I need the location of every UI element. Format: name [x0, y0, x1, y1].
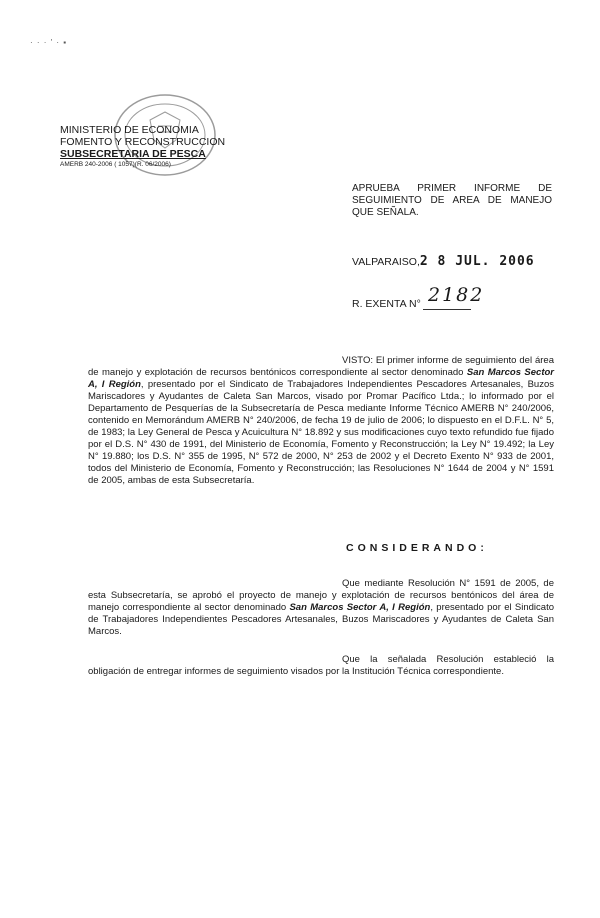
scan-artifact: · · · ' · ▪	[30, 38, 68, 47]
visto-text-2: , presentado por el Sindicato de Trabajadores Independientes Pescadores Artesanales, Buzos Mariscadores y Ayudantes de Caleta San Marcos, visado por Promar Pacífico Ltda.; lo informado por el Departamento de Pesquerías de la Subsecretaría de Pesca mediante Informe Técnico AMERB N° 240/2006, contenido en Memorándum AMERB N° 240/2006, de fecha 19 de julio de 2006; lo dispuesto en el D.F.L. N° 5, de 1983; la Ley General de Pesca y Acuicultura N° 18.892 y sus modificaciones cuyo texto refundido fue fijado por el D.S. N° 430 de 1991, del Ministerio de Economía, Fomento y Reconstrucción; la Ley N° 19.492; la Ley N° 19.880; los D.S. N° 355 de 1995, N° 572 de 2000, N° 253 de 2002 y el Decreto Exento N° 933 de 2001, todos del Ministerio de Economía, Fomento y Reconstrucción; las Resoluciones N° 1644 de 2004 y N° 1591 de 2005, ambas de esta Subsecretaría.	[88, 379, 554, 486]
visto-sector-name: San Marcos Sector A, I Región	[88, 367, 554, 390]
resolution-number: 2182	[428, 284, 485, 306]
reference-code: AMERB 240-2006 ( 1057)(R. 06/2006)	[60, 161, 171, 168]
considerando-1-sector-name: San Marcos Sector A, I Región	[289, 602, 431, 613]
subsecretaria-name: SUBSECRETARIA DE PESCA	[60, 148, 206, 160]
letterhead	[60, 124, 260, 169]
considerando-1-text-1: Que mediante Resolución N° 1591 de 2005, de esta Subsecretaría, se aprobó el proyecto de manejo y explotación de recursos bentónicos del área de manejo correspondiente al sector denominado	[88, 578, 554, 613]
visto-text-1: VISTO: El primer informe de seguimiento del área de manejo y explotación de recursos bentónicos correspondiente al sector denominado	[88, 355, 554, 378]
resolution-number-line	[352, 284, 485, 310]
place: VALPARAISO,	[352, 256, 420, 268]
number-blank-line	[423, 309, 471, 310]
visto-paragraph	[88, 355, 554, 487]
considerando-paragraph-1	[88, 578, 554, 638]
document-subject: APRUEBA PRIMER INFORME DE SEGUIMIENTO DE AREA DE MANEJO QUE SEÑALA.	[352, 183, 552, 218]
considerando-paragraph-2: Que la señalada Resolución estableció la obligación de entregar informes de seguimiento visados por la Institución Técnica correspondiente.	[88, 654, 554, 677]
place-date-line	[352, 254, 535, 269]
ministry-line-2: FOMENTO Y RECONSTRUCCION	[60, 136, 226, 148]
date-stamp: 2 8 JUL. 2006	[419, 254, 535, 269]
considerando-heading: CONSIDERANDO:	[346, 542, 488, 554]
considerando-1-text-2: , presentado por el Sindicato de Trabajadores Independientes Pescadores Artesanales, Buzos Mariscadores y Ayudantes de Caleta San Marcos.	[88, 602, 554, 637]
ministry-line-1: MINISTERIO DE ECONOMIA	[60, 124, 199, 136]
resolution-label: R. EXENTA N°	[352, 298, 421, 310]
